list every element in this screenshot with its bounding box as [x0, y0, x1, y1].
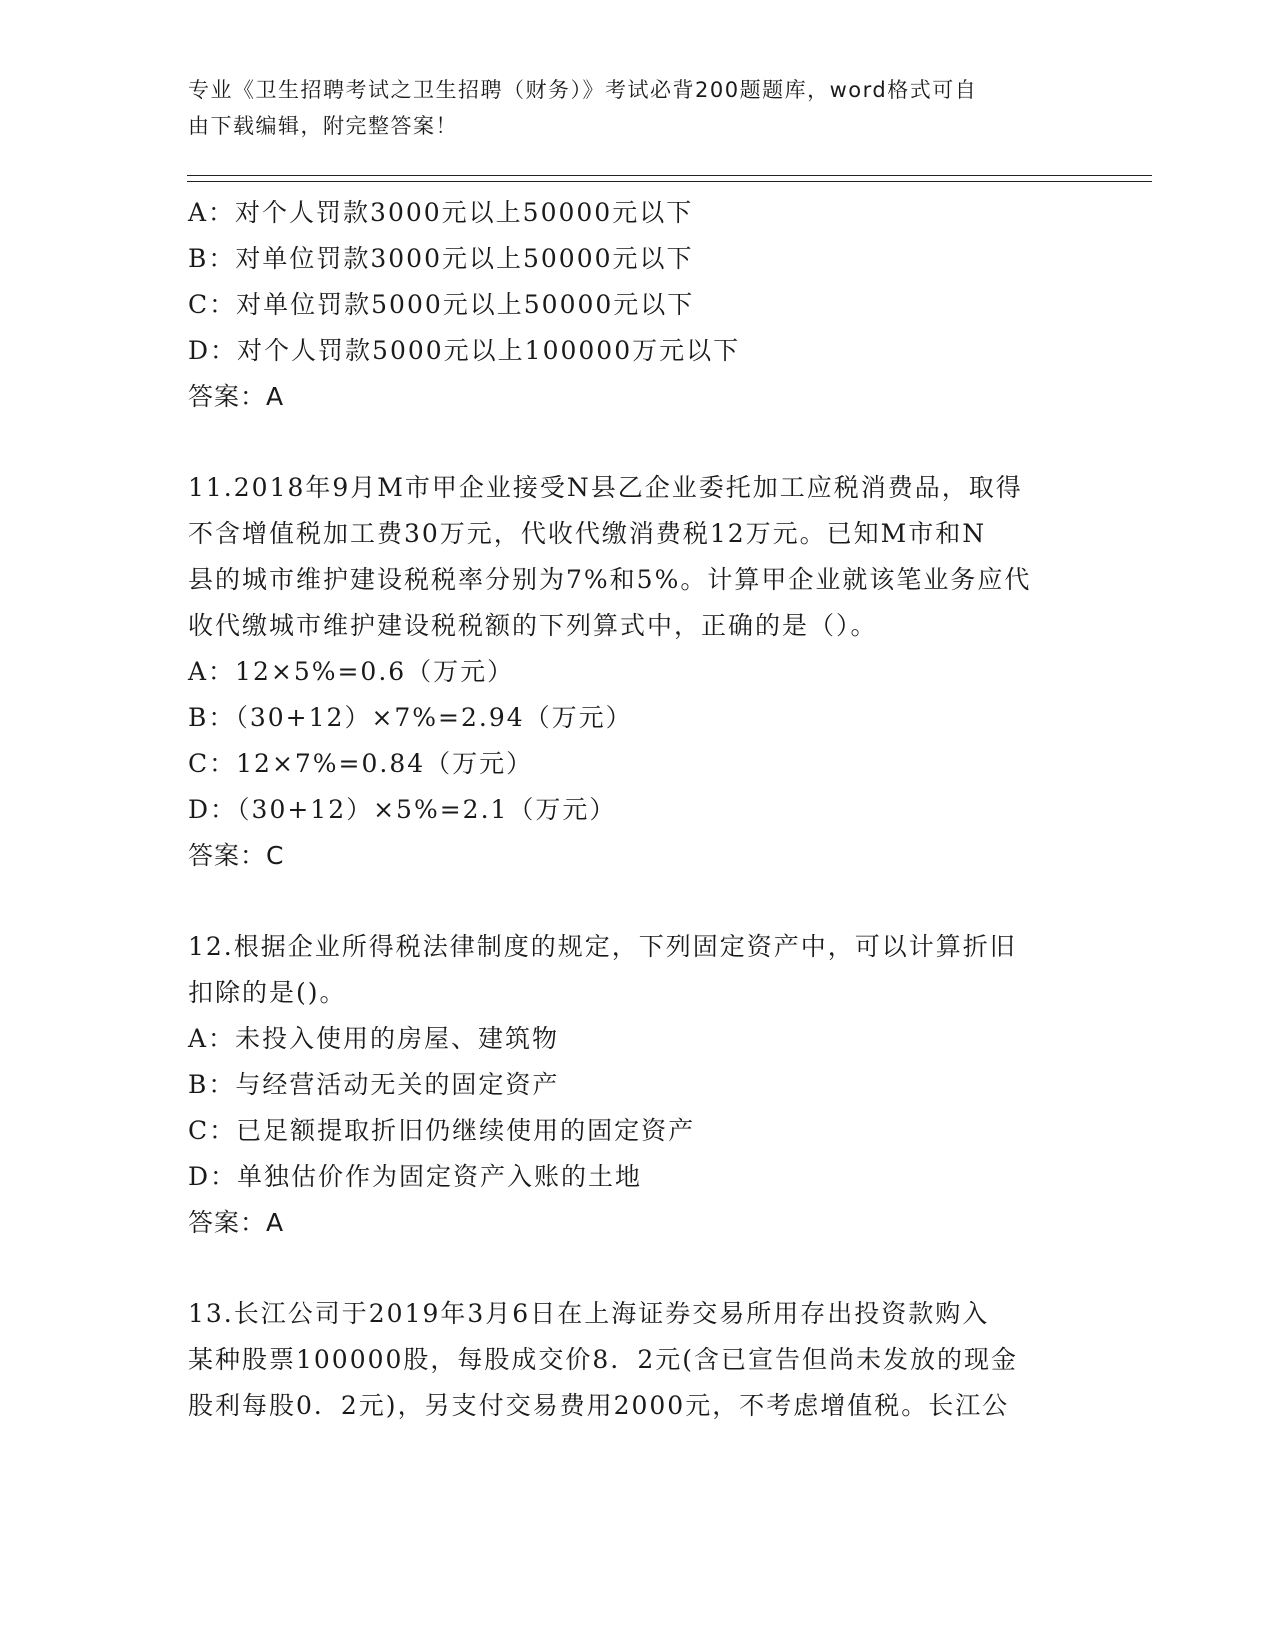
option-d: D：对个人罚款5000元以上100000万元以下 — [188, 336, 741, 365]
option-d: D：（30+12）×5%=2.1（万元） — [188, 795, 617, 824]
question-12 — [188, 924, 1088, 1246]
option-a: A：对个人罚款3000元以上50000元以下 — [188, 198, 694, 227]
option-d: D：单独估价作为固定资产入账的土地 — [188, 1162, 643, 1191]
question-stem-line: 11.2018年9月M市甲企业接受N县乙企业委托加工应税消费品，取得 — [188, 473, 1023, 502]
question-stem-line: 扣除的是()。 — [188, 978, 347, 1007]
header-rule-top — [187, 175, 1152, 176]
document-header — [188, 72, 1068, 144]
question-spacer — [188, 420, 1088, 465]
answer-line: 答案：C — [188, 841, 285, 870]
question-stem-line: 12.根据企业所得税法律制度的规定，下列固定资产中，可以计算折旧 — [188, 932, 1017, 961]
question-stem-line: 县的城市维护建设税税率分别为7%和5%。计算甲企业就该笔业务应代 — [188, 565, 1032, 594]
option-a: A：12×5%=0.6（万元） — [188, 657, 515, 686]
option-c: C：对单位罚款5000元以上50000元以下 — [188, 290, 695, 319]
option-c: C：12×7%=0.84（万元） — [188, 749, 534, 778]
header-line-2: 由下载编辑，附完整答案！ — [188, 114, 458, 138]
question-11 — [188, 465, 1088, 879]
question-stem-line: 某种股票100000股，每股成交价8．2元(含已宣告但尚未发放的现金 — [188, 1345, 1019, 1374]
answer-line: 答案：A — [188, 382, 285, 411]
question-stem-line: 收代缴城市维护建设税税额的下列算式中，正确的是（）。 — [188, 611, 878, 640]
header-line-1: 专业《卫生招聘考试之卫生招聘（财务）》考试必背200题题库，word格式可自 — [188, 78, 978, 102]
question-spacer — [188, 1246, 1088, 1291]
question-10 — [188, 190, 1088, 420]
header-rule-bottom — [187, 181, 1152, 182]
option-c: C：已足额提取折旧仍继续使用的固定资产 — [188, 1116, 696, 1145]
question-stem-line: 不含增值税加工费30万元，代收代缴消费税12万元。已知M市和N — [188, 519, 987, 548]
option-b: B：对单位罚款3000元以上50000元以下 — [188, 244, 694, 273]
question-stem-line: 13.长江公司于2019年3月6日在上海证券交易所用存出投资款购入 — [188, 1299, 990, 1328]
question-stem-line: 股利每股0．2元)，另支付交易费用2000元，不考虑增值税。长江公 — [188, 1391, 1010, 1420]
question-spacer — [188, 879, 1088, 924]
option-a: A：未投入使用的房屋、建筑物 — [188, 1024, 560, 1053]
question-13 — [188, 1291, 1088, 1429]
document-body — [188, 190, 1088, 1429]
answer-line: 答案：A — [188, 1208, 285, 1237]
option-b: B：与经营活动无关的固定资产 — [188, 1070, 560, 1099]
option-b: B：（30+12）×7%=2.94（万元） — [188, 703, 633, 732]
